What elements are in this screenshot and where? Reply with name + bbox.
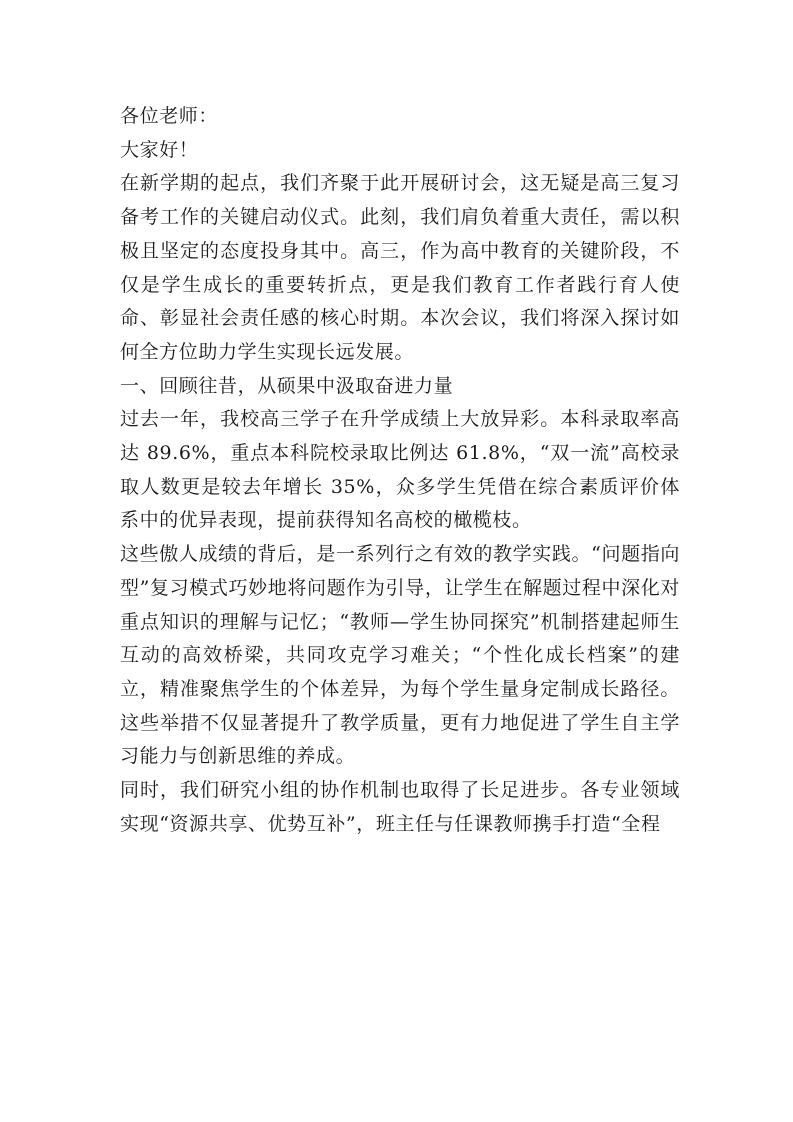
salutation: 各位老师：: [120, 105, 219, 127]
paragraph-practices: 这些傲人成绩的背后，是一系列行之有效的教学实践。“问题指向型”复习模式巧妙地将问题作为引导，让学生在解题过程中深化对重点知识的理解与记忆；“教师—学生协同探究”机制搭建起师生互动的高效桥梁，共同攻克学习难关；“个性化成长档案”的建立，精准聚焦学生的个体差异，为每个学生量身定制成长路径。这些举措不仅显著提升了教学质量，更有力地促进了学生自主学习能力与创新思维的养成。: [120, 543, 680, 768]
paragraph-collaboration: 同时，我们研究小组的协作机制也取得了长足进步。各专业领域实现“资源共享、优势互补”，班主任与任课教师携手打造“全程: [120, 779, 680, 835]
section-heading-review: 一、回顾往昔，从硕果中汲取奋进力量: [120, 374, 454, 397]
document-body: [120, 100, 680, 841]
greeting: 大家好！: [120, 138, 199, 161]
paragraph-results: 过去一年，我校高三学子在升学成绩上大放异彩。本科录取率高达 89.6%，重点本科院校录取比例达 61.8%，“双一流”高校录取人数更是较去年增长 35%，众多学生凭借在综合素质评价体系中的优异表现，提前获得知名高校的橄榄枝。: [120, 408, 680, 532]
paragraph-intro: 在新学期的起点，我们齐聚于此开展研讨会，这无疑是高三复习备考工作的关键启动仪式。此刻，我们肩负着重大责任，需以积极且坚定的态度投身其中。高三，作为高中教育的关键阶段，不仅是学生成长的重要转折点，更是我们教育工作者践行育人使命、彰显社会责任感的核心时期。本次会议，我们将深入探讨如何全方位助力学生实现长远发展。: [120, 172, 680, 363]
